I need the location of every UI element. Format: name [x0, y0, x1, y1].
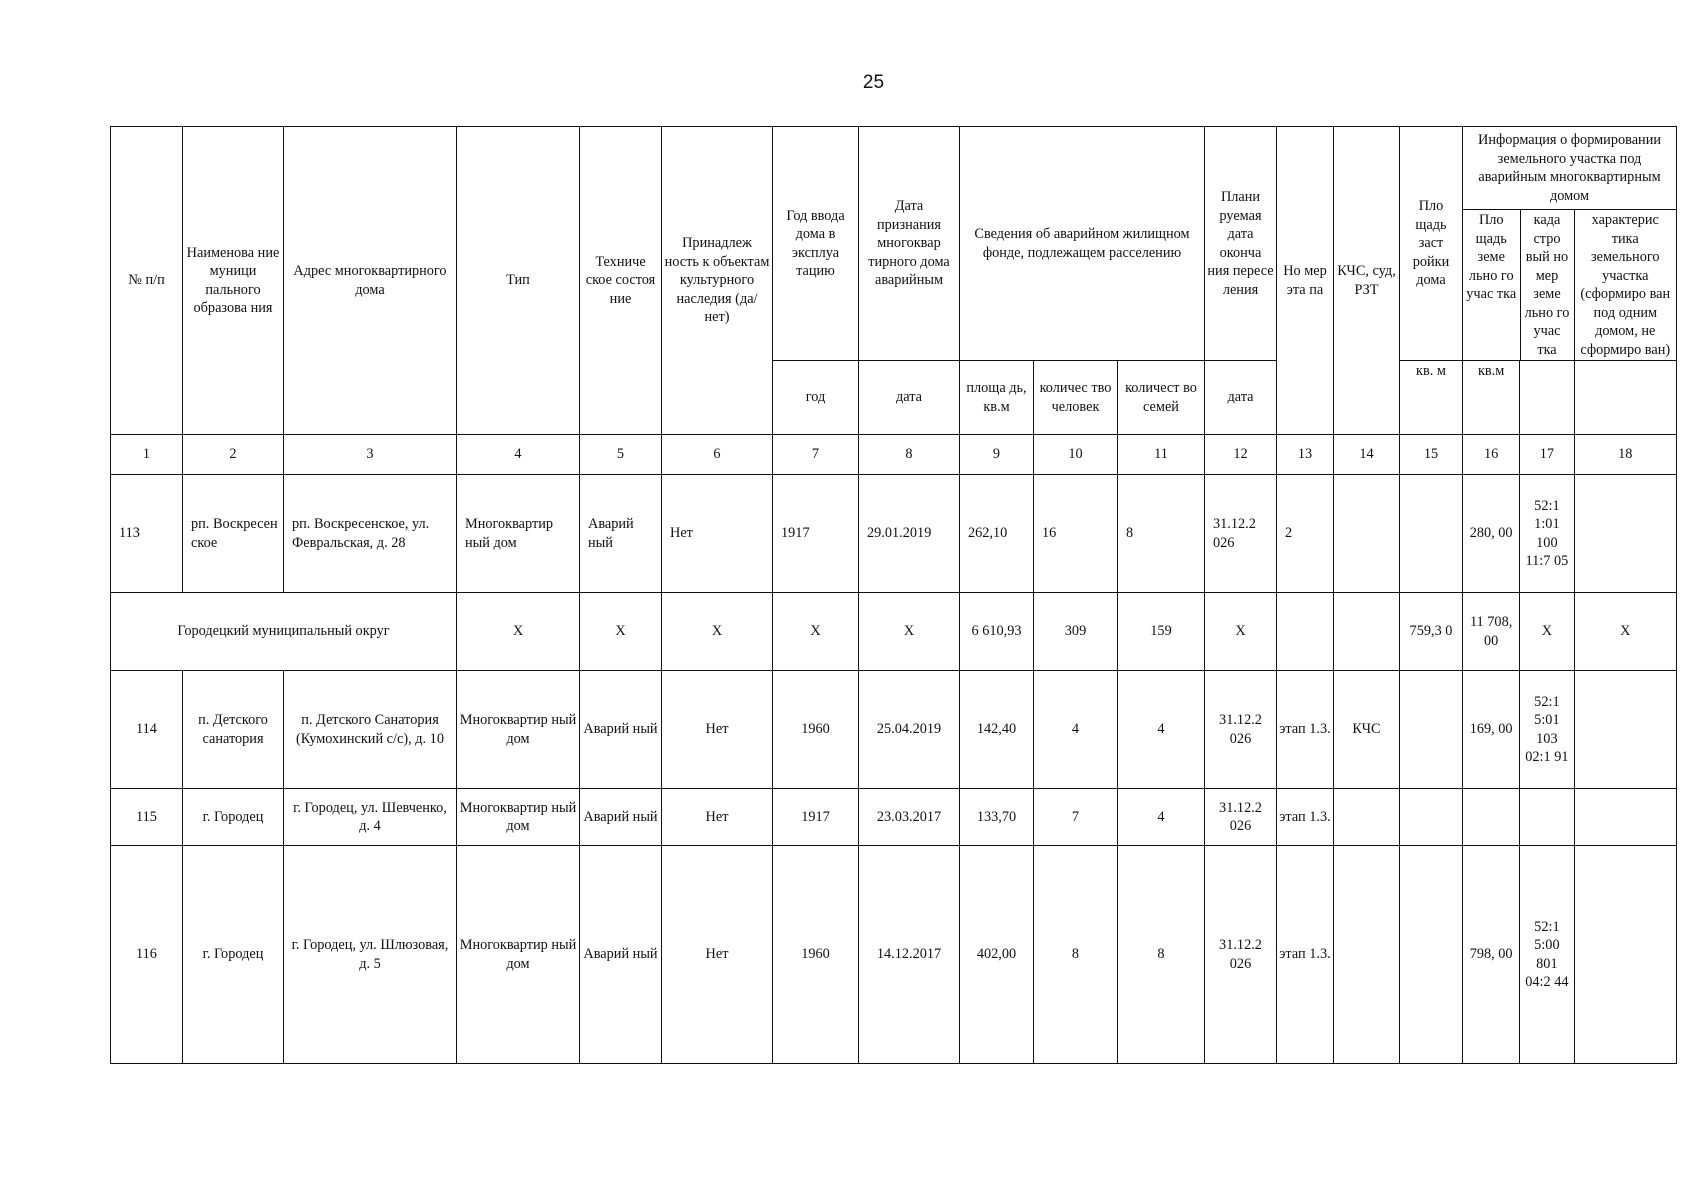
cell-heritage: Нет [662, 789, 773, 846]
header-type: Тип [457, 127, 580, 435]
cell-municipality: г. Городец [183, 846, 284, 1064]
header-land-group [1463, 127, 1677, 361]
column-number: 11 [1118, 435, 1205, 475]
subheader-date: дата [859, 361, 960, 435]
total-people: 309 [1034, 593, 1118, 671]
header-fund-info: Сведения об аварийном жилищном фонде, подлежащем расселению [960, 127, 1205, 361]
header-date-emergency: Дата признания многоквар тирного дома аварийным [859, 127, 960, 361]
cell-num: 113 [111, 475, 183, 593]
total-heritage: X [662, 593, 773, 671]
cell-stage: 2 [1277, 475, 1334, 593]
cell-land-area: 280, 00 [1463, 475, 1520, 593]
cell-kchs [1334, 789, 1400, 846]
cell-land-area: 798, 00 [1463, 846, 1520, 1064]
column-number: 10 [1034, 435, 1118, 475]
cell-type: Многоквартир ный дом [457, 671, 580, 789]
column-number: 18 [1574, 435, 1677, 475]
cell-land-area [1463, 789, 1520, 846]
cell-families: 8 [1118, 475, 1205, 593]
cell-stage: этап 1.3. [1277, 789, 1334, 846]
total-area: 6 610,93 [960, 593, 1034, 671]
column-number: 16 [1463, 435, 1520, 475]
header-land-info: Информация о формировании земельного участка под аварийным многоквартирным домом [1463, 127, 1676, 210]
cell-date: 14.12.2017 [859, 846, 960, 1064]
table-row [111, 789, 1677, 846]
cell-planned-date: 31.12.2 026 [1205, 789, 1277, 846]
total-kchs [1334, 593, 1400, 671]
cell-heritage: Нет [662, 671, 773, 789]
cell-people: 7 [1034, 789, 1118, 846]
cell-planned-date: 31.12.2 026 [1205, 846, 1277, 1064]
total-condition: X [580, 593, 662, 671]
column-number: 12 [1205, 435, 1277, 475]
cell-address: п. Детского Санатория (Кумохинский с/с), д. 10 [284, 671, 457, 789]
cell-cadastral: 52:1 1:01 100 11:7 05 [1520, 475, 1574, 593]
cell-families: 4 [1118, 789, 1205, 846]
column-number: 8 [859, 435, 960, 475]
cell-land-area: 169, 00 [1463, 671, 1520, 789]
column-number: 15 [1400, 435, 1463, 475]
cell-year: 1917 [773, 789, 859, 846]
unit-land-area: кв.м [1463, 361, 1520, 435]
total-date: X [859, 593, 960, 671]
cell-municipality: г. Городец [183, 789, 284, 846]
cell-date: 23.03.2017 [859, 789, 960, 846]
cell-land-char [1574, 789, 1677, 846]
cell-year: 1960 [773, 671, 859, 789]
cell-land-char [1574, 475, 1677, 593]
cell-area: 142,40 [960, 671, 1034, 789]
column-number: 2 [183, 435, 284, 475]
column-number: 1 [111, 435, 183, 475]
total-families: 159 [1118, 593, 1205, 671]
subheader-area: площа дь, кв.м [960, 361, 1034, 435]
cell-cadastral: 52:1 5:00 801 04:2 44 [1520, 846, 1574, 1064]
cell-municipality: п. Детского санатория [183, 671, 284, 789]
cell-land-char [1574, 671, 1677, 789]
cell-heritage: Нет [662, 846, 773, 1064]
header-land-char: характерис тика земельного участка (сформиро ван под одним домом, не сформиро ван) [1580, 212, 1671, 358]
column-number: 13 [1277, 435, 1334, 475]
cell-date: 29.01.2019 [859, 475, 960, 593]
cell-num: 116 [111, 846, 183, 1064]
total-label: Городецкий муниципальный округ [111, 593, 457, 671]
total-land-area: 11 708, 00 [1463, 593, 1520, 671]
header-heritage: Принадлеж ность к объектам культурного наследия (да/нет) [662, 127, 773, 435]
cell-kchs [1334, 846, 1400, 1064]
header-year-built: Год ввода дома в эксплуа тацию [773, 127, 859, 361]
cell-condition: Аварий ный [580, 789, 662, 846]
header-address: Адрес многоквартирного дома [284, 127, 457, 435]
total-stage [1277, 593, 1334, 671]
cell-people: 8 [1034, 846, 1118, 1064]
cell-type: Многоквартир ный дом [457, 789, 580, 846]
cell-heritage: Нет [662, 475, 773, 593]
cell-area: 262,10 [960, 475, 1034, 593]
header-land-area: Пло щадь земе льно го учас тка [1463, 210, 1520, 361]
cell-condition: Аварий ный [580, 846, 662, 1064]
cell-year: 1917 [773, 475, 859, 593]
column-number: 3 [284, 435, 457, 475]
cell-num: 114 [111, 671, 183, 789]
table-row [111, 671, 1677, 789]
total-type: X [457, 593, 580, 671]
total-planned-date: X [1205, 593, 1277, 671]
column-number: 9 [960, 435, 1034, 475]
cell-date: 25.04.2019 [859, 671, 960, 789]
subheader-plan-date: дата [1205, 361, 1277, 435]
cell-area: 133,70 [960, 789, 1034, 846]
column-number: 6 [662, 435, 773, 475]
subheader-families: количест во семей [1118, 361, 1205, 435]
cell-kchs: КЧС [1334, 671, 1400, 789]
emergency-housing-table [110, 126, 1677, 1064]
total-land-char: X [1574, 593, 1677, 671]
cell-families: 4 [1118, 671, 1205, 789]
column-number: 4 [457, 435, 580, 475]
cell-municipality: рп. Воскресен ское [183, 475, 284, 593]
total-built-area: 759,3 0 [1400, 593, 1463, 671]
cell-stage: этап 1.3. [1277, 671, 1334, 789]
header-municipality: Наименова ние муници пального образова ния [183, 127, 284, 435]
column-number-row [111, 435, 1677, 475]
cell-stage: этап 1.3. [1277, 846, 1334, 1064]
cell-built-area [1400, 475, 1463, 593]
cell-year: 1960 [773, 846, 859, 1064]
subheader-people: количес тво человек [1034, 361, 1118, 435]
land-char-continuation [1574, 361, 1677, 435]
cell-people: 4 [1034, 671, 1118, 789]
cell-address: г. Городец, ул. Шлюзовая, д. 5 [284, 846, 457, 1064]
cell-planned-date: 31.12.2 026 [1205, 671, 1277, 789]
cell-condition: Аварий ный [580, 475, 662, 593]
cell-area: 402,00 [960, 846, 1034, 1064]
header-row [111, 127, 1677, 361]
header-built-area: Пло щадь заст ройки дома [1400, 127, 1463, 361]
cell-condition: Аварий ный [580, 671, 662, 789]
header-planned-date: Плани руемая дата оконча ния пересе ления [1205, 127, 1277, 361]
column-number: 5 [580, 435, 662, 475]
cell-address: рп. Воскресенское, ул. Февральская, д. 28 [284, 475, 457, 593]
subheader-year: год [773, 361, 859, 435]
page-number: 25 [862, 72, 885, 93]
column-number: 14 [1334, 435, 1400, 475]
table-row [111, 475, 1677, 593]
unit-built-area: кв. м [1400, 361, 1463, 435]
cell-cadastral [1520, 789, 1574, 846]
header-stage: Но мер эта па [1277, 127, 1334, 435]
cell-cadastral: 52:1 5:01 103 02:1 91 [1520, 671, 1574, 789]
total-row [111, 593, 1677, 671]
cell-families: 8 [1118, 846, 1205, 1064]
cadastral-continuation [1520, 361, 1574, 435]
cell-planned-date: 31.12.2 026 [1205, 475, 1277, 593]
cell-land-char [1574, 846, 1677, 1064]
table-row [111, 846, 1677, 1064]
header-num: № п/п [111, 127, 183, 435]
total-year: X [773, 593, 859, 671]
cell-built-area [1400, 671, 1463, 789]
cell-built-area [1400, 789, 1463, 846]
cell-type: Многоквартир ный дом [457, 475, 580, 593]
column-number: 17 [1520, 435, 1574, 475]
cell-kchs [1334, 475, 1400, 593]
cell-people: 16 [1034, 475, 1118, 593]
header-kchs: КЧС, суд, РЗТ [1334, 127, 1400, 435]
cell-num: 115 [111, 789, 183, 846]
total-cadastral: X [1520, 593, 1574, 671]
header-cadastral: када стро вый но мер земе льно го учас тка [1520, 210, 1574, 361]
header-condition: Техниче ское состоя ние [580, 127, 662, 435]
cell-address: г. Городец, ул. Шевченко, д. 4 [284, 789, 457, 846]
cell-built-area [1400, 846, 1463, 1064]
cell-type: Многоквартир ный дом [457, 846, 580, 1064]
column-number: 7 [773, 435, 859, 475]
